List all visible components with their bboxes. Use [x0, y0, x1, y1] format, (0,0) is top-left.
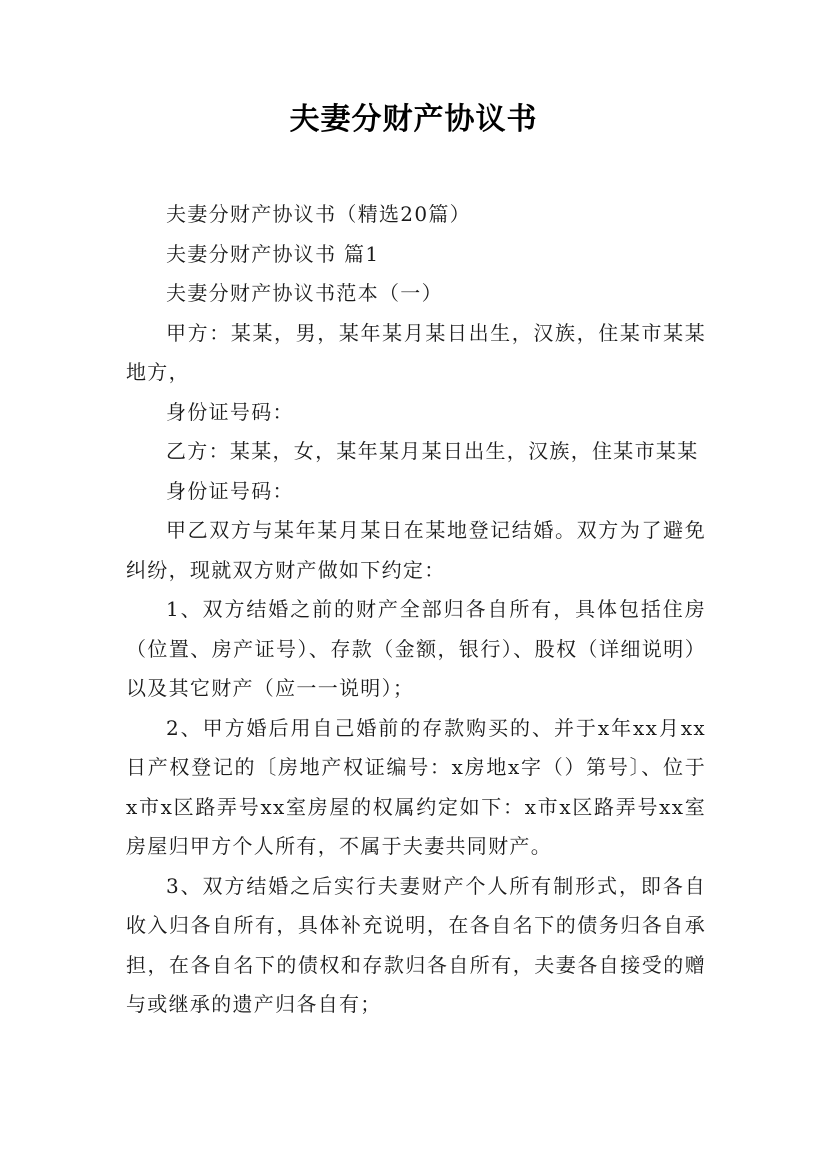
paragraph-party-b-id: 身份证号码： [166, 478, 294, 503]
paragraph-clause-2: 2、甲方婚后用自己婚前的存款购买的、并于x年xx月xx日产权登记的〔房地产权证编号：x房地x字（）第号〕、位于x市x区路弄号xx室房屋的权属约定如下：x市x区路弄号xx室房屋归甲方个人所有，不属于夫妻共同财产。 [126, 715, 706, 858]
paragraph-template-heading: 夫妻分财产协议书范本（一） [166, 281, 443, 305]
paragraph-clause-1: 1、双方结婚之前的财产全部归各自所有，具体包括住房（位置、房产证号）、存款（金额，银行）、股权（详细说明）以及其它财产（应一一说明）； [126, 597, 706, 700]
paragraph-subtitle: 夫妻分财产协议书（精选20篇） [166, 202, 471, 226]
paragraph-preamble: 甲乙双方与某年某月某日在某地登记结婚。双方为了避免纠纷，现就双方财产做如下约定： [126, 518, 706, 582]
document-title: 夫妻分财产协议书 [289, 102, 538, 137]
paragraph-party-a-id: 身份证号码： [166, 399, 294, 424]
paragraph-party-b: 乙方：某某，女，某年某月某日出生，汉族，住某市某某 [166, 439, 699, 463]
paragraph-clause-3: 3、双方结婚之后实行夫妻财产个人所有制形式，即各自收入归各自所有，具体补充说明，在各自名下的债务归各自承担，在各自名下的债权和存款归各自所有，夫妻各自接受的赠与或继承的遗产归各自有； [126, 873, 706, 1016]
document-body [126, 195, 706, 1025]
paragraph-party-a: 甲方：某某，男，某年某月某日出生，汉族，住某市某某地方， [126, 320, 706, 384]
paragraph-section-heading: 夫妻分财产协议书 篇1 [166, 241, 380, 266]
